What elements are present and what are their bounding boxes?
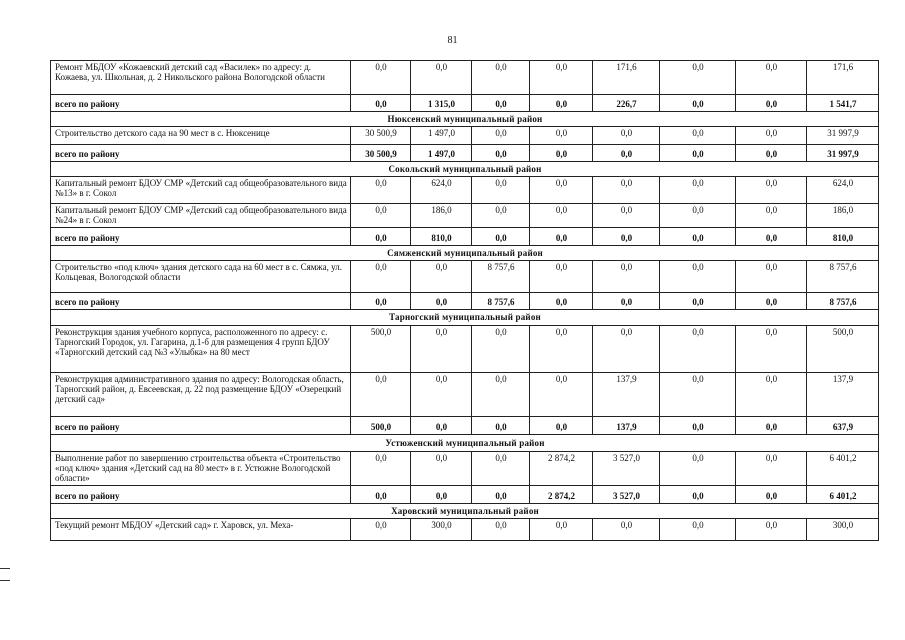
amount-cell: 0,0 xyxy=(351,204,411,228)
amount-cell: 0,0 xyxy=(472,95,530,112)
amount-cell: 0,0 xyxy=(411,452,472,486)
amount-cell: 0,0 xyxy=(530,326,593,373)
amount-cell: 0,0 xyxy=(660,373,736,417)
amount-cell: 3 527,0 xyxy=(593,452,660,486)
amount-cell: 6 401,2 xyxy=(807,486,879,504)
amount-cell: 0,0 xyxy=(660,127,736,145)
amount-cell: 0,0 xyxy=(351,293,411,310)
total-label: всего по району xyxy=(51,228,351,246)
object-name: Капитальный ремонт БДОУ СМР «Детский сад общеобразовательного вида №24» в г. Сокол xyxy=(51,204,351,228)
section-header-row xyxy=(51,246,879,261)
total-label: всего по району xyxy=(51,95,351,112)
amount-cell: 637,9 xyxy=(807,417,879,435)
amount-cell: 0,0 xyxy=(660,519,736,541)
amount-cell: 0,0 xyxy=(736,204,807,228)
amount-cell: 500,0 xyxy=(351,326,411,373)
amount-cell: 0,0 xyxy=(660,293,736,310)
amount-cell: 0,0 xyxy=(530,261,593,293)
section-title: Тарногский муниципальный район xyxy=(51,310,879,326)
amount-cell: 0,0 xyxy=(472,486,530,504)
amount-cell: 8 757,6 xyxy=(807,261,879,293)
object-name: Строительство детского сада на 90 мест в с. Нюксенице xyxy=(51,127,351,145)
table-row xyxy=(51,61,879,95)
amount-cell: 0,0 xyxy=(530,293,593,310)
amount-cell: 500,0 xyxy=(807,326,879,373)
amount-cell: 226,7 xyxy=(593,95,660,112)
amount-cell: 0,0 xyxy=(736,486,807,504)
amount-cell: 6 401,2 xyxy=(807,452,879,486)
amount-cell: 0,0 xyxy=(530,177,593,204)
section-header-row xyxy=(51,504,879,519)
margin-mark xyxy=(0,580,10,581)
amount-cell: 31 997,9 xyxy=(807,127,879,145)
district-total-row xyxy=(51,95,879,112)
amount-cell: 31 997,9 xyxy=(807,145,879,162)
amount-cell: 0,0 xyxy=(593,177,660,204)
section-header-row xyxy=(51,112,879,127)
amount-cell: 0,0 xyxy=(411,486,472,504)
amount-cell: 0,0 xyxy=(472,452,530,486)
district-total-row xyxy=(51,293,879,310)
amount-cell: 8 757,6 xyxy=(472,293,530,310)
amount-cell: 0,0 xyxy=(472,519,530,541)
table-row xyxy=(51,452,879,486)
amount-cell: 0,0 xyxy=(736,61,807,95)
page-number: 81 xyxy=(447,35,458,46)
amount-cell: 624,0 xyxy=(807,177,879,204)
amount-cell: 300,0 xyxy=(807,519,879,541)
amount-cell: 0,0 xyxy=(411,373,472,417)
section-title: Харовский муниципальный район xyxy=(51,504,879,519)
section-title: Нюксенский муниципальный район xyxy=(51,112,879,127)
district-total-row xyxy=(51,228,879,246)
amount-cell: 0,0 xyxy=(351,261,411,293)
table-row xyxy=(51,373,879,417)
amount-cell: 0,0 xyxy=(530,373,593,417)
amount-cell: 0,0 xyxy=(530,145,593,162)
amount-cell: 3 527,0 xyxy=(593,486,660,504)
amount-cell: 0,0 xyxy=(351,452,411,486)
amount-cell: 137,9 xyxy=(593,417,660,435)
amount-cell: 186,0 xyxy=(411,204,472,228)
total-label: всего по району xyxy=(51,417,351,435)
amount-cell: 0,0 xyxy=(530,127,593,145)
object-name: Строительство «под ключ» здания детского сада на 60 мест в с. Сямжа, ул. Кольцевая, Вологодской области xyxy=(51,261,351,293)
amount-cell: 0,0 xyxy=(660,326,736,373)
amount-cell: 810,0 xyxy=(807,228,879,246)
amount-cell: 0,0 xyxy=(472,177,530,204)
district-total-row xyxy=(51,417,879,435)
amount-cell: 0,0 xyxy=(593,293,660,310)
amount-cell: 0,0 xyxy=(530,61,593,95)
amount-cell: 30 500,9 xyxy=(351,145,411,162)
amount-cell: 30 500,9 xyxy=(351,127,411,145)
amount-cell: 0,0 xyxy=(593,519,660,541)
amount-cell: 0,0 xyxy=(530,204,593,228)
amount-cell: 171,6 xyxy=(593,61,660,95)
amount-cell: 1 497,0 xyxy=(411,127,472,145)
amount-cell: 0,0 xyxy=(660,204,736,228)
amount-cell: 0,0 xyxy=(736,177,807,204)
amount-cell: 0,0 xyxy=(351,61,411,95)
table-row xyxy=(51,326,879,373)
amount-cell: 300,0 xyxy=(411,519,472,541)
amount-cell: 0,0 xyxy=(593,204,660,228)
district-total-row xyxy=(51,145,879,162)
amount-cell: 0,0 xyxy=(660,228,736,246)
amount-cell: 0,0 xyxy=(411,61,472,95)
amount-cell: 2 874,2 xyxy=(530,452,593,486)
table-row xyxy=(51,519,879,541)
amount-cell: 0,0 xyxy=(351,519,411,541)
total-label: всего по району xyxy=(51,145,351,162)
amount-cell: 0,0 xyxy=(472,417,530,435)
amount-cell: 0,0 xyxy=(593,145,660,162)
amount-cell: 0,0 xyxy=(736,326,807,373)
amount-cell: 624,0 xyxy=(411,177,472,204)
object-name: Текущий ремонт МБДОУ «Детский сад» г. Харовск, ул. Меха- xyxy=(51,519,351,541)
amount-cell: 8 757,6 xyxy=(472,261,530,293)
amount-cell: 0,0 xyxy=(660,261,736,293)
amount-cell: 0,0 xyxy=(660,417,736,435)
amount-cell: 171,6 xyxy=(807,61,879,95)
object-name: Выполнение работ по завершению строительства объекта «Строительство «под ключ» здания «Детский сад на 80 мест» в г. Устюжне Вологодской области» xyxy=(51,452,351,486)
amount-cell: 0,0 xyxy=(530,519,593,541)
amount-cell: 0,0 xyxy=(411,261,472,293)
amount-cell: 0,0 xyxy=(736,373,807,417)
amount-cell: 0,0 xyxy=(593,127,660,145)
amount-cell: 810,0 xyxy=(411,228,472,246)
amount-cell: 0,0 xyxy=(472,204,530,228)
margin-mark xyxy=(0,568,10,569)
amount-cell: 0,0 xyxy=(593,326,660,373)
amount-cell: 0,0 xyxy=(351,373,411,417)
amount-cell: 0,0 xyxy=(351,228,411,246)
amount-cell: 0,0 xyxy=(660,452,736,486)
object-name: Реконструкция здания учебного корпуса, расположенного по адресу: с. Тарногский Городок, ул. Гагарина, д.1-б для размещения 4 групп БДОУ «Тарногский детский сад №3 «Улыбка» на 80 мест xyxy=(51,326,351,373)
amount-cell: 0,0 xyxy=(411,326,472,373)
section-title: Сямженский муниципальный район xyxy=(51,246,879,261)
amount-cell: 0,0 xyxy=(736,145,807,162)
funding-table xyxy=(50,60,879,541)
amount-cell: 0,0 xyxy=(736,261,807,293)
section-header-row xyxy=(51,310,879,326)
district-total-row xyxy=(51,486,879,504)
amount-cell: 0,0 xyxy=(472,61,530,95)
amount-cell: 0,0 xyxy=(660,61,736,95)
amount-cell: 0,0 xyxy=(736,95,807,112)
amount-cell: 0,0 xyxy=(472,127,530,145)
amount-cell: 0,0 xyxy=(411,293,472,310)
amount-cell: 8 757,6 xyxy=(807,293,879,310)
amount-cell: 0,0 xyxy=(530,95,593,112)
total-label: всего по району xyxy=(51,486,351,504)
amount-cell: 0,0 xyxy=(736,417,807,435)
amount-cell: 0,0 xyxy=(660,95,736,112)
section-header-row xyxy=(51,435,879,452)
amount-cell: 0,0 xyxy=(411,417,472,435)
object-name: Ремонт МБДОУ «Кожаевский детский сад «Василек» по адресу: д. Кожаева, ул. Школьная, д. 2 Никольского района Вологодской области xyxy=(51,61,351,95)
amount-cell: 0,0 xyxy=(351,177,411,204)
amount-cell: 0,0 xyxy=(351,95,411,112)
amount-cell: 137,9 xyxy=(807,373,879,417)
total-label: всего по району xyxy=(51,293,351,310)
amount-cell: 0,0 xyxy=(472,326,530,373)
table-row xyxy=(51,177,879,204)
object-name: Реконструкция административного здания по адресу: Вологодская область, Тарногский район, д. Евсеевская, д. 22 под размещение БДОУ «Озерецкий детский сад» xyxy=(51,373,351,417)
amount-cell: 0,0 xyxy=(351,486,411,504)
amount-cell: 0,0 xyxy=(472,228,530,246)
amount-cell: 2 874,2 xyxy=(530,486,593,504)
section-header-row xyxy=(51,162,879,177)
amount-cell: 500,0 xyxy=(351,417,411,435)
amount-cell: 1 497,0 xyxy=(411,145,472,162)
amount-cell: 0,0 xyxy=(530,228,593,246)
amount-cell: 0,0 xyxy=(736,519,807,541)
table-row xyxy=(51,127,879,145)
amount-cell: 0,0 xyxy=(593,261,660,293)
amount-cell: 0,0 xyxy=(593,228,660,246)
section-title: Сокольский муниципальный район xyxy=(51,162,879,177)
amount-cell: 0,0 xyxy=(736,452,807,486)
amount-cell: 0,0 xyxy=(660,486,736,504)
section-title: Устюженский муниципальный район xyxy=(51,435,879,452)
amount-cell: 0,0 xyxy=(530,417,593,435)
amount-cell: 0,0 xyxy=(736,127,807,145)
amount-cell: 0,0 xyxy=(660,145,736,162)
table-row xyxy=(51,204,879,228)
amount-cell: 1 541,7 xyxy=(807,95,879,112)
amount-cell: 137,9 xyxy=(593,373,660,417)
table-row xyxy=(51,261,879,293)
amount-cell: 0,0 xyxy=(660,177,736,204)
amount-cell: 0,0 xyxy=(472,373,530,417)
object-name: Капитальный ремонт БДОУ СМР «Детский сад общеобразовательного вида №13» в г. Сокол xyxy=(51,177,351,204)
amount-cell: 0,0 xyxy=(736,228,807,246)
amount-cell: 186,0 xyxy=(807,204,879,228)
amount-cell: 0,0 xyxy=(736,293,807,310)
amount-cell: 1 315,0 xyxy=(411,95,472,112)
amount-cell: 0,0 xyxy=(472,145,530,162)
